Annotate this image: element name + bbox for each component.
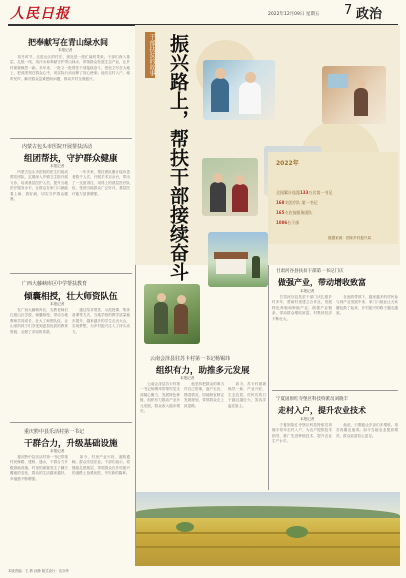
article-body: 通过结对帮扶、示范授课、集体备课等方式，当地学校的教学质量稳步提升，越来越多的学生走出大山，实现梦想，为乡村振兴注入了持久动力。 [72, 308, 130, 334]
statistics-box [268, 152, 398, 244]
article-body: 在广西大藤峡库区，支教老师们扎根山区学校，倾囊相授，带动当地教师共同成长，壮大了师资队伍，让山里的孩子们享受到更加优质的教育资源，点燃了求知的希望。 [10, 308, 68, 334]
article-headline: 组织有力，助推多元发展 [156, 366, 250, 376]
article-body: 在他的带领下，越来越多的村民参与到产业发展中来，家门口就业让大家腰包鼓了起来，乡村振兴的路子越走越宽。 [336, 295, 398, 316]
statistic-item: 165支农技服务团队 [276, 210, 313, 215]
statistic-item: 168支医疗队 第一书记 [276, 200, 318, 205]
article-body: 云南会泽县苏卡村第一书记杨锡玮带领村党支部凝心聚力，发展特色种植，组织有力推动产业多元发展，群众收入稳步增长。 [140, 382, 180, 414]
article-body: 他说，只要能让乡亲们多增收，再苦再累也值得。如今当地农业提质增效，群众致富信心更足。 [336, 423, 398, 438]
article-byline: 本报记者 [58, 48, 73, 52]
section-title: 政治 [356, 7, 383, 22]
article-byline: 本报记者 [300, 417, 315, 421]
article-headline: 组团帮扶，守护群众健康 [24, 154, 118, 164]
article-divider [10, 273, 132, 274]
article-kicker: 云南会泽县驻苏卡村第一书记杨锡玮 [150, 356, 231, 362]
article-body: 初冬时节，走进山区的村庄，到处是一派忙碌的景象。干部们深入基层，扎根一线，用汗水和奉献守护青山绿水，带领群众发展生态产业，让乡村面貌焕然一新。多年来，一批又一批帮扶干部接续奋斗，把论文写在大地上，把成绩刻在群众心中，用实际行动诠释了初心使命。他们走村入户，倾听民声，解决群众急难愁盼问题，推动乡村全面振兴。 [10, 55, 130, 81]
photo-farm-field [144, 284, 200, 344]
article-kicker: 广西大藤峡库区中学帮扶教育 [22, 281, 88, 287]
article-divider [10, 422, 132, 423]
article-kicker: 甘肃河谷县扶贫干部第一书记门庆 [276, 269, 344, 274]
statistic-item: 1086名干部 [276, 220, 300, 225]
series-tag: 干部扶贫的故事 [145, 32, 155, 78]
article-byline: 本报记者 [50, 449, 65, 453]
page-credits: 本版责编：王 倩 孙静 版式设计：沈亦伶 [8, 569, 69, 573]
photo-terraced-fields [136, 492, 400, 566]
photo-village-house [208, 232, 268, 287]
photo-villagers [202, 158, 258, 216]
article-body: 宁夏固原红寺堡区科技特派员刘晓丰常年走村入户，为农户提供技术指导，推广先进种植技术，提升农业生产水平。 [272, 423, 332, 444]
article-body: 甘肃河谷县扶贫干部门庆扎根乡村多年，帮助村里建立合作社，发展特色养殖和种植产业，做强产业链条，带动群众增收致富，村集体经济不断壮大。 [272, 295, 332, 321]
photo-classroom [322, 66, 386, 124]
dateline: 2022年12月09日 星期五 [268, 12, 320, 17]
masthead [0, 0, 406, 24]
photo-doctor-checkup [203, 60, 275, 120]
article-body: 如今，苏卡村面貌焕然一新，产业兴旺、生态宜居，村民们的日子越过越红火，笑容洋溢在脸上。 [228, 382, 266, 408]
article-kicker: 宁夏固原红寺堡区科技特派员刘晓丰 [276, 397, 348, 402]
feature-title: 振兴路上，帮扶干部接续奋斗 [167, 34, 189, 281]
statistic-item: 全国累计选派133万名第一书记 [276, 190, 333, 195]
article-kicker: 内蒙古包头市医院开展帮扶活动 [22, 144, 93, 150]
article-divider [272, 390, 398, 391]
article-headline: 把奉献写在青山绿水间 [28, 37, 108, 47]
article-byline: 本报记者 [300, 289, 315, 293]
article-headline: 走村入户，提升农业技术 [278, 405, 366, 415]
article-divider [10, 138, 132, 139]
article-body: 他坚持把群众的事当作自己的事，逐户走访，摸清情况，因地制宜制定发展规划，带领群众走上致富路。 [184, 382, 224, 408]
column-divider [268, 265, 269, 490]
article-kicker: 重庆黔中县乐活村第一书记 [24, 429, 85, 435]
article-body: 重庆黔中县乐活村第一书记带领村民修路、建桥、通水，干群合力升级基础设施，村里的面貌发生了翻天覆地的变化，群众的生活越来越好，幸福感不断增强。 [10, 455, 68, 481]
article-byline: 本报记者 [180, 376, 195, 380]
article-body: 如今，村里产业兴旺，道路通畅，群众安居乐业。干部们表示，将继续扎根基层，带领群众在乡村振兴的道路上奋勇前进，书写新的篇章。 [72, 455, 130, 476]
article-headline: 做强产业，带动增收致富 [278, 277, 366, 287]
newspaper-logo: 人民日报 [10, 6, 70, 22]
page-number: 7 [344, 3, 353, 18]
article-byline: 本报记者 [50, 164, 65, 168]
article-body: 一年多来，帮扶团队累计接诊患者数千人次，开展手术百余台，带出了一支留得住、用得上的基层医疗队伍，受到当地群众广泛好评，基层医疗能力显著增强。 [72, 170, 130, 196]
statistics-year: 2022年 [276, 160, 299, 167]
article-headline: 倾囊相授，壮大师资队伍 [24, 292, 118, 302]
article-body: 内蒙古包头市医院的医生们组成帮扶团队，定期深入乡镇卫生院开展义诊，培训基层医护人员，提升当地医疗服务水平，让群众在家门口就能看上病、看好病，切实守护群众健康。 [10, 170, 68, 202]
article-headline: 干群合力，升级基础设施 [24, 439, 118, 449]
article-byline: 本报记者 [50, 302, 65, 306]
statistics-source: 数据来源：国家乡村振兴局 [328, 236, 372, 240]
